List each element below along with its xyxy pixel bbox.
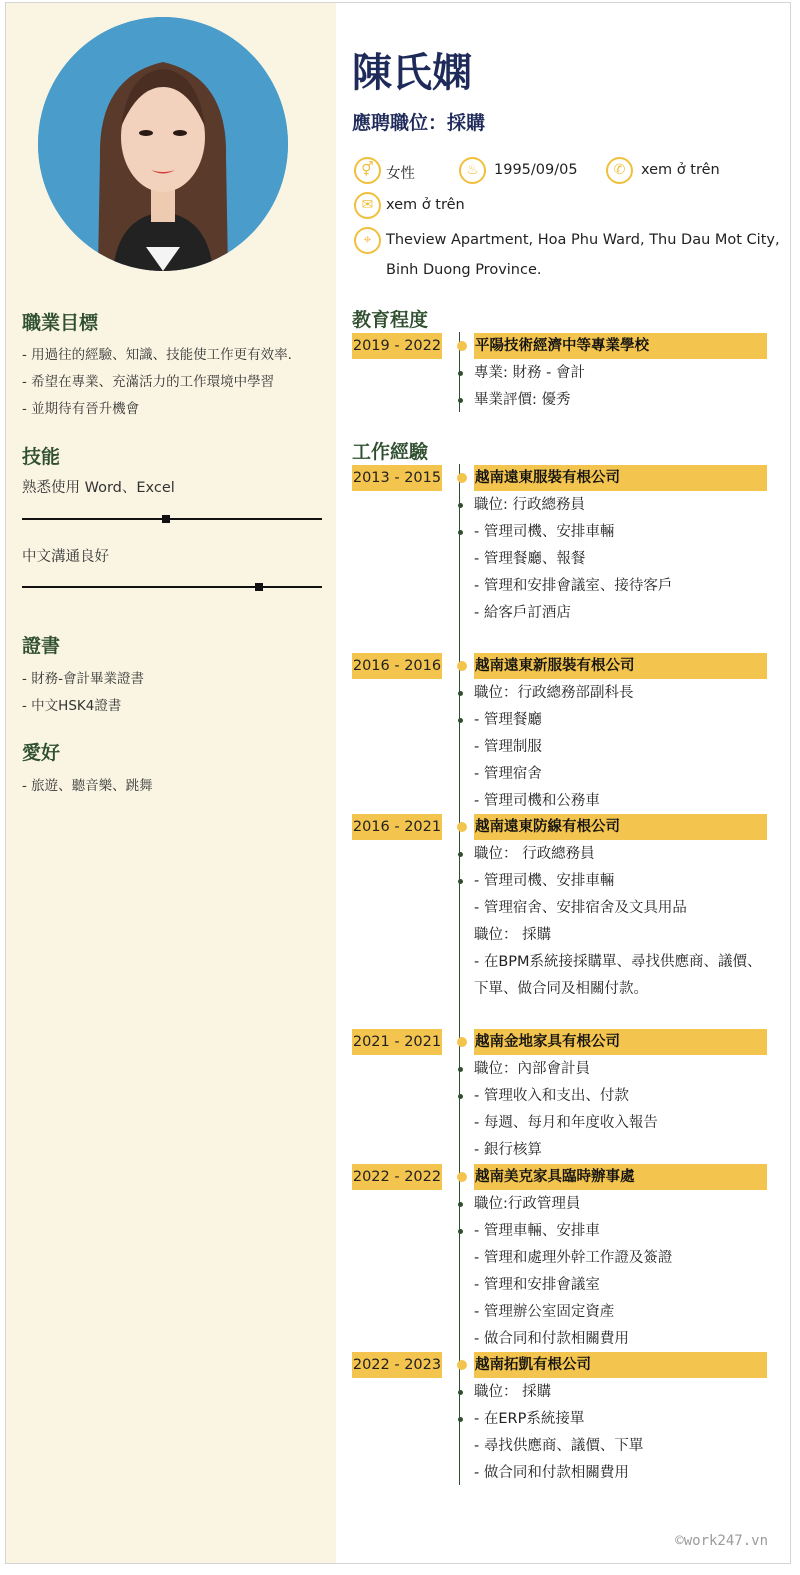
objective-title: 職業目標 — [22, 312, 99, 334]
entry-detail: - 尋找供應商、議價、下單 — [474, 1438, 644, 1454]
timeline-bullet — [458, 1067, 463, 1072]
timeline-dot — [457, 473, 467, 483]
entry-detail: 職位： 行政總務員 — [474, 846, 595, 862]
objective-item: - 希望在專業、充滿活力的工作環境中學習 — [22, 374, 275, 390]
objective-item: - 並期待有晉升機會 — [22, 401, 140, 417]
timeline-dot — [457, 341, 467, 351]
entry-years: 2019 - 2022 — [352, 333, 442, 359]
map-pin-icon: ⌖ — [354, 227, 381, 254]
entry-detail: 職位： 採購 — [474, 927, 552, 943]
address-line: Binh Duong Province. — [386, 262, 542, 278]
entry-years: 2013 - 2015 — [352, 465, 442, 491]
entry-detail: - 管理和處理外幹工作證及簽證 — [474, 1250, 673, 1266]
entry-detail: - 管理收入和支出、付款 — [474, 1088, 629, 1104]
skill-level-marker — [162, 515, 170, 523]
timeline-bullet — [458, 503, 463, 508]
email-icon: ✉ — [354, 192, 381, 219]
timeline-bullet — [458, 1094, 463, 1099]
entry-detail: - 做合同和付款相關費用 — [474, 1331, 629, 1347]
certificate-item: - 財務-會計畢業證書 — [22, 671, 145, 687]
entry-organization: 越南拓凱有根公司 — [474, 1352, 767, 1378]
timeline-bullet — [458, 371, 463, 376]
entry-detail: - 給客戶訂酒店 — [474, 605, 571, 621]
entry-detail: - 管理司機和公務車 — [474, 793, 600, 809]
timeline-bullet — [458, 852, 463, 857]
timeline-bullet — [458, 1417, 463, 1422]
entry-organization: 越南遠東防線有根公司 — [474, 814, 767, 840]
hobbies-title: 愛好 — [22, 742, 61, 764]
skill-level-marker — [255, 583, 263, 591]
gender-icon: ⚥ — [354, 157, 381, 184]
work-timeline-line — [459, 464, 460, 1485]
address-line: Theview Apartment, Hoa Phu Ward, Thu Dau Mot City, — [386, 232, 780, 248]
entry-detail: - 管理和安排會議室、接待客戶 — [474, 578, 673, 594]
skill-name: 中文溝通良好 — [22, 549, 109, 565]
entry-detail: 職位:行政管理員 — [474, 1196, 581, 1212]
entry-detail: - 做合同和付款相關費用 — [474, 1465, 629, 1481]
entry-detail: - 管理車輛、安排車 — [474, 1223, 600, 1239]
email-text: xem ở trên — [386, 197, 465, 213]
sidebar — [6, 3, 336, 1563]
timeline-bullet — [458, 718, 463, 723]
profile-photo — [38, 17, 288, 271]
work-title: 工作經驗 — [352, 441, 429, 463]
entry-detail: 職位：內部會計員 — [474, 1061, 590, 1077]
phone-icon: ✆ — [606, 157, 633, 184]
entry-years: 2016 - 2021 — [352, 814, 442, 840]
candidate-name: 陳氏嫻 — [352, 49, 472, 96]
entry-detail: 職位: 行政總務員 — [474, 497, 585, 513]
entry-organization: 越南金地家具有根公司 — [474, 1029, 767, 1055]
timeline-bullet — [458, 530, 463, 535]
skills-title: 技能 — [22, 446, 61, 468]
entry-detail: - 銀行核算 — [474, 1142, 542, 1158]
entry-detail: - 管理辦公室固定資產 — [474, 1304, 615, 1320]
education-title: 教育程度 — [352, 309, 429, 331]
applied-position: 應聘職位：採購 — [352, 112, 486, 134]
resume-page — [5, 2, 791, 1564]
entry-detail: 專業: 財務 - 會計 — [474, 365, 585, 381]
entry-detail: - 管理制服 — [474, 739, 542, 755]
gender-text: 女性 — [386, 166, 415, 182]
skill-bar — [22, 518, 322, 520]
entry-detail: - 在ERP系統接單 — [474, 1411, 585, 1427]
timeline-dot — [457, 822, 467, 832]
birthday-cake-icon: ♨ — [459, 157, 486, 184]
certificate-item: - 中文HSK4證書 — [22, 698, 122, 714]
entry-detail: - 管理司機、安排車輛 — [474, 873, 615, 889]
entry-organization: 越南美克家具臨時辦事處 — [474, 1164, 767, 1190]
skill-bar — [22, 586, 322, 588]
entry-years: 2021 - 2021 — [352, 1029, 442, 1055]
birthday-text: 1995/09/05 — [494, 162, 578, 178]
timeline-bullet — [458, 879, 463, 884]
certificates-title: 證書 — [22, 635, 61, 657]
entry-years: 2016 - 2016 — [352, 653, 442, 679]
entry-organization: 越南遠東新服裝有根公司 — [474, 653, 767, 679]
entry-detail: - 管理司機、安排車輛 — [474, 524, 615, 540]
skill-name: 熟悉使用 Word、Excel — [22, 480, 175, 496]
entry-detail: 職位： 採購 — [474, 1384, 552, 1400]
entry-detail: - 管理宿舍、安排宿舍及文具用品 — [474, 900, 687, 916]
hobby-item: - 旅遊、聽音樂、跳舞 — [22, 778, 153, 794]
timeline-dot — [457, 661, 467, 671]
timeline-bullet — [458, 1229, 463, 1234]
entry-detail: - 管理宿舍 — [474, 766, 542, 782]
timeline-dot — [457, 1037, 467, 1047]
entry-years: 2022 - 2023 — [352, 1352, 442, 1378]
entry-detail: - 管理餐廳 — [474, 712, 542, 728]
entry-detail: - 在BPM系統接採購單、尋找供應商、議價、下單、做合同及相關付款。 — [474, 954, 762, 997]
objective-item: - 用過往的經驗、知識、技能使工作更有效率. — [22, 347, 292, 363]
entry-organization: 越南遠東服裝有根公司 — [474, 465, 767, 491]
entry-detail: - 管理和安排會議室 — [474, 1277, 600, 1293]
phone-text: xem ở trên — [641, 162, 720, 178]
entry-detail: - 每週、每月和年度收入報告 — [474, 1115, 658, 1131]
entry-detail: 職位：行政總務部副科長 — [474, 685, 634, 701]
entry-organization: 平陽技術經濟中等專業學校 — [474, 333, 767, 359]
entry-detail: 畢業評價: 優秀 — [474, 392, 571, 408]
timeline-bullet — [458, 1202, 463, 1207]
entry-years: 2022 - 2022 — [352, 1164, 442, 1190]
timeline-bullet — [458, 398, 463, 403]
watermark: ©work247.vn — [675, 1533, 768, 1549]
timeline-bullet — [458, 1390, 463, 1395]
entry-detail: - 管理餐廳、報餐 — [474, 551, 586, 567]
timeline-dot — [457, 1172, 467, 1182]
timeline-bullet — [458, 691, 463, 696]
timeline-dot — [457, 1360, 467, 1370]
